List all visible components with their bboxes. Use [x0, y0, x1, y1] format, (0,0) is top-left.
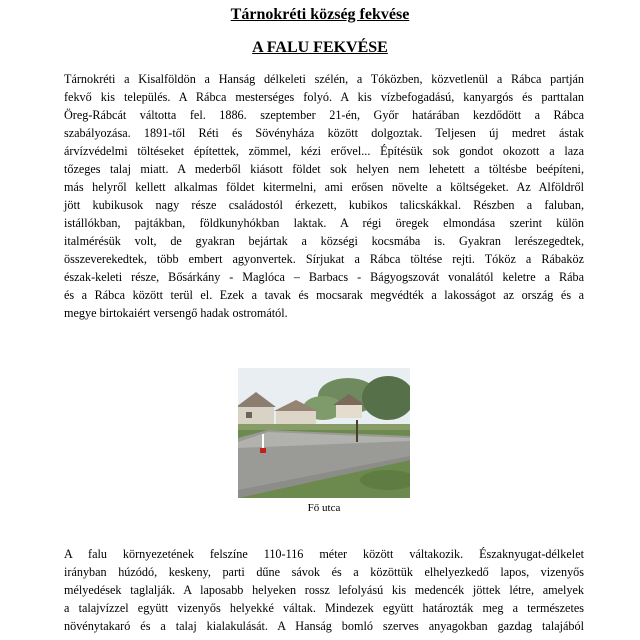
paragraph-line: Tárnokréti a Kisalföldön a Hanság délkeleti szélén, a Tóközben, közvetlenül a Rábca partján: [64, 72, 584, 86]
paragraph-line: a talajvízzel együtt vizenyős helyekké váltak. Mindezek együtt határozták meg a természetes: [64, 601, 584, 615]
street-photo: [238, 368, 410, 498]
paragraph-line: és a Rábca között terül el. Ezek a tavak és mocsarak megvédték a lakosságot az ország és a: [64, 288, 584, 302]
paragraph-line: irányban húzódó, keskeny, parti dűne sávok és a közöttük elhelyezkedő lapos, vizenyős: [64, 565, 584, 579]
paragraph-line: mélyedések taglalják. A laposabb helyeken rossz lefolyású kis medencék jöttek létre, amelyek: [64, 583, 584, 597]
street-photo-illustration: [238, 368, 410, 498]
paragraph-landscape: [64, 545, 584, 635]
paragraph-line: Öreg-Rábcát váltotta fel. 1886. szeptember 21-én, Győr határában kezdődött a Rábca: [64, 108, 584, 122]
paragraph-line: italmérésük volt, de gyakran bejártak a községi kocsmába is. Gyakran lerészegedtek,: [64, 234, 584, 248]
paragraph-line: növénytakaró és a talaj kialakulását. A Hanság bomló szerves anyagokban gazdag talajából: [64, 619, 584, 633]
paragraph-line: jött kubikusok nagy része családostól érkezett, kubikos talicskákkal. Részben a faluban,: [64, 198, 584, 212]
paragraph-line: A falu környezetének felszíne 110-116 méter között váltakozik. Északnyugat-délkelet: [64, 547, 584, 561]
paragraph-line: összeverekedtek, több embert agyonvertek. Sírjukat a Rábca töltése rejti. Tóköz a Rábaköz: [64, 252, 584, 266]
paragraph-line: istállókban, pajtákban, földkunyhókban laktak. A régi öregek elmondása szerint külön: [64, 216, 584, 230]
paragraph-line: szabályozása. 1891-től Réti és Sövényháza között dolgoztak. Teljesen új medret ástak: [64, 126, 584, 140]
paragraph-line: tőzeges talaj miatt. A mederből kiásott földet sok helyen nem lehetett a töltésbe beépíteni,: [64, 162, 584, 176]
paragraph-line: más helyről kellett alkalmas földet kitermelni, ami erősen növelte a költségeket. Az Alföldről: [64, 180, 584, 194]
paragraph-line: árvízvédelmi töltéseket építettek, zömmel, kézi erővel... Építésük sok gondot okozott a laza: [64, 144, 584, 158]
section-title: A FALU FEKVÉSE: [252, 39, 388, 56]
paragraph-line: fekvő kis település. A Rábca mesterséges folyó. A kis vízbefogadású, kanyargós és parttalan: [64, 90, 584, 104]
paragraph-line: észak-keleti része, Bősárkány - Maglóca – Barbacs - Bágyogszovát vonalától keletre a Rába: [64, 270, 584, 284]
paragraph-intro: [64, 70, 584, 322]
photo-caption: Fő utca: [307, 502, 341, 514]
paragraph-line: megye birtokaiért versengő hadak ostromától.: [64, 306, 288, 320]
document-title: Tárnokréti község fekvése: [230, 6, 410, 23]
